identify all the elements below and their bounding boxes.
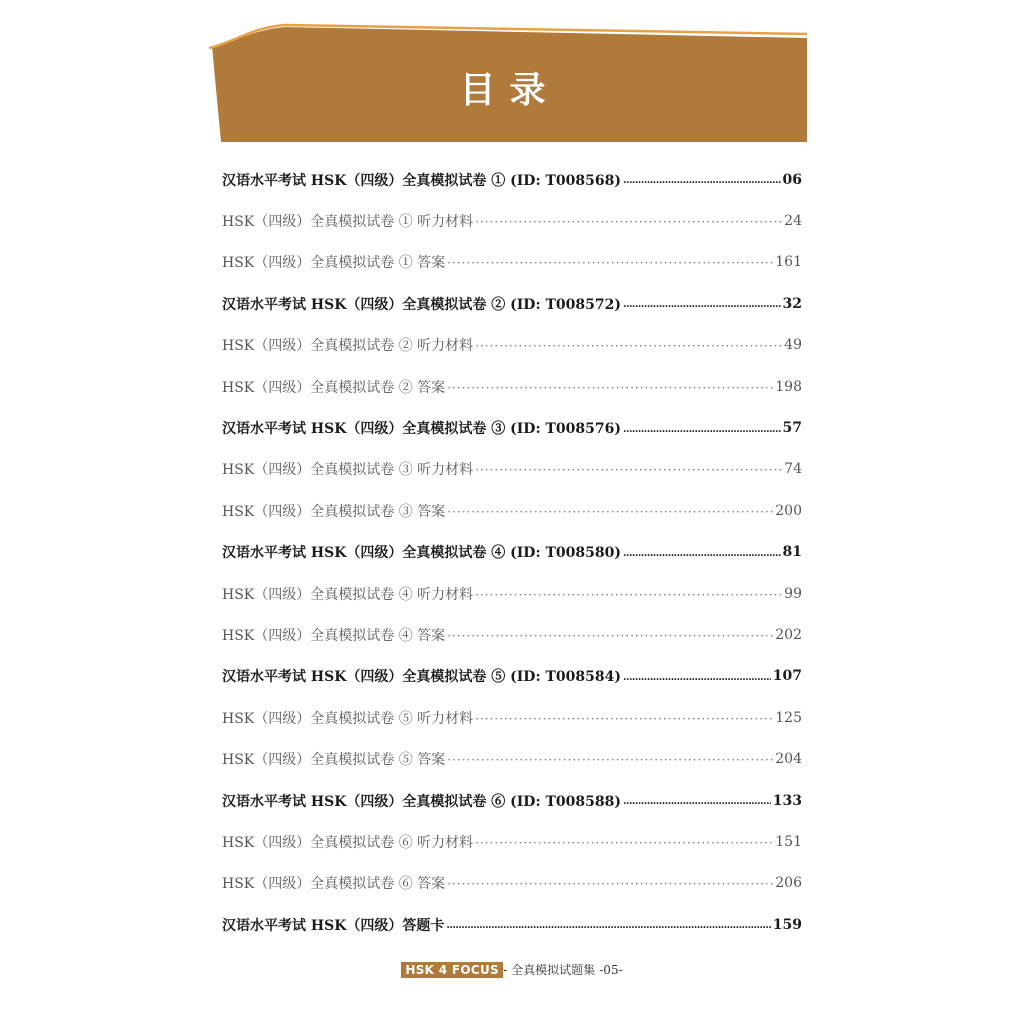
toc-entry-sub[interactable] bbox=[222, 200, 802, 241]
toc-entry-label: 汉语水平考试 HSK（四级）全真模拟试卷 ③ (ID: T008576) bbox=[222, 421, 621, 438]
toc-page-number: 133 bbox=[772, 792, 802, 809]
toc-page-number: 161 bbox=[775, 254, 802, 271]
toc-entry-label: HSK（四级）全真模拟试卷 ③ 听力材料 bbox=[222, 462, 474, 479]
toc-entry-sub[interactable] bbox=[222, 366, 802, 407]
toc-entry-sub[interactable] bbox=[222, 614, 802, 655]
toc-page-number: 206 bbox=[775, 875, 802, 892]
toc-entry-label: HSK（四级）全真模拟试卷 ⑤ 听力材料 bbox=[222, 710, 474, 727]
toc-dot-leader bbox=[475, 836, 773, 850]
toc-page-number: 32 bbox=[782, 295, 802, 312]
toc-entry-label: HSK（四级）全真模拟试卷 ① 听力材料 bbox=[222, 214, 474, 231]
toc-dot-leader bbox=[623, 796, 771, 807]
toc-page-number: 107 bbox=[772, 668, 802, 685]
toc-entry-label: 汉语水平考试 HSK（四级）全真模拟试卷 ⑥ (ID: T008588) bbox=[222, 793, 621, 810]
toc-page-number: 06 bbox=[782, 171, 802, 188]
toc-entry-main[interactable] bbox=[222, 656, 802, 697]
toc-dot-leader bbox=[623, 424, 781, 435]
toc-dot-leader bbox=[475, 588, 782, 602]
toc-entry-sub[interactable] bbox=[222, 573, 802, 614]
footer-page-number: -05- bbox=[599, 963, 623, 977]
toc-entry-label: HSK（四级）全真模拟试卷 ⑥ 听力材料 bbox=[222, 834, 474, 851]
page-footer bbox=[0, 961, 1024, 978]
toc-entry-sub[interactable] bbox=[222, 821, 802, 862]
toc-dot-leader bbox=[447, 381, 773, 395]
toc-dot-leader bbox=[447, 629, 773, 643]
toc-dot-leader bbox=[447, 877, 773, 891]
toc-dot-leader bbox=[475, 215, 782, 229]
toc-entry-main[interactable] bbox=[222, 159, 802, 200]
toc-entry-label: HSK（四级）全真模拟试卷 ④ 听力材料 bbox=[222, 586, 474, 603]
footer-brand-badge: HSK 4 FOCUS bbox=[401, 962, 503, 978]
toc-page-number: 159 bbox=[772, 916, 802, 933]
toc-entry-sub[interactable] bbox=[222, 242, 802, 283]
footer-book-title: - 全真模拟试题集 bbox=[502, 963, 596, 977]
toc-dot-leader bbox=[623, 175, 781, 186]
toc-entry-label: 汉语水平考试 HSK（四级）答题卡 bbox=[222, 917, 445, 934]
toc-entry-sub[interactable] bbox=[222, 490, 802, 531]
toc-entry-main[interactable] bbox=[222, 283, 802, 324]
toc-page-number: 81 bbox=[782, 544, 802, 561]
toc-entry-label: HSK（四级）全真模拟试卷 ② 答案 bbox=[222, 379, 446, 396]
toc-dot-leader bbox=[447, 256, 773, 270]
toc-entry-main[interactable] bbox=[222, 780, 802, 821]
toc-page-number: 99 bbox=[784, 585, 802, 602]
toc-page-number: 202 bbox=[775, 626, 802, 643]
toc-dot-leader bbox=[446, 920, 770, 931]
toc-dot-leader bbox=[475, 712, 773, 726]
toc-dot-leader bbox=[623, 299, 781, 310]
toc-entry-label: HSK（四级）全真模拟试卷 ④ 答案 bbox=[222, 627, 446, 644]
toc-page-number: 198 bbox=[775, 378, 802, 395]
toc-entry-label: HSK（四级）全真模拟试卷 ② 听力材料 bbox=[222, 338, 474, 355]
toc-page-number: 57 bbox=[782, 420, 802, 437]
toc-entry-label: 汉语水平考试 HSK（四级）全真模拟试卷 ① (ID: T008568) bbox=[222, 172, 621, 189]
toc-dot-leader bbox=[475, 463, 782, 477]
toc-dot-leader bbox=[447, 753, 773, 767]
toc-entry-label: HSK（四级）全真模拟试卷 ⑥ 答案 bbox=[222, 876, 446, 893]
toc-page-number: 200 bbox=[775, 502, 802, 519]
toc-entry-label: HSK（四级）全真模拟试卷 ① 答案 bbox=[222, 255, 446, 272]
toc-entry-main[interactable] bbox=[222, 407, 802, 448]
page-title: 目录 bbox=[459, 70, 560, 111]
toc-dot-leader bbox=[475, 339, 782, 353]
toc-dot-leader bbox=[447, 505, 773, 519]
table-of-contents bbox=[222, 159, 802, 945]
toc-dot-leader bbox=[623, 548, 781, 559]
toc-entry-label: HSK（四级）全真模拟试卷 ③ 答案 bbox=[222, 503, 446, 520]
toc-entry-sub[interactable] bbox=[222, 738, 802, 779]
toc-entry-label: HSK（四级）全真模拟试卷 ⑤ 答案 bbox=[222, 752, 446, 769]
toc-dot-leader bbox=[623, 672, 771, 683]
toc-page-number: 204 bbox=[775, 751, 802, 768]
toc-entry-main[interactable] bbox=[222, 904, 802, 945]
toc-page-number: 151 bbox=[775, 833, 802, 850]
toc-entry-label: 汉语水平考试 HSK（四级）全真模拟试卷 ② (ID: T008572) bbox=[222, 296, 621, 313]
toc-entry-sub[interactable] bbox=[222, 449, 802, 490]
toc-page-number: 24 bbox=[784, 213, 802, 230]
toc-page-number: 49 bbox=[784, 337, 802, 354]
toc-entry-sub[interactable] bbox=[222, 697, 802, 738]
toc-entry-main[interactable] bbox=[222, 532, 802, 573]
toc-page-number: 125 bbox=[775, 709, 802, 726]
toc-entry-label: 汉语水平考试 HSK（四级）全真模拟试卷 ⑤ (ID: T008584) bbox=[222, 669, 621, 686]
toc-entry-sub[interactable] bbox=[222, 863, 802, 904]
toc-entry-sub[interactable] bbox=[222, 325, 802, 366]
toc-page-number: 74 bbox=[784, 461, 802, 478]
toc-entry-label: 汉语水平考试 HSK（四级）全真模拟试卷 ④ (ID: T008580) bbox=[222, 545, 621, 562]
